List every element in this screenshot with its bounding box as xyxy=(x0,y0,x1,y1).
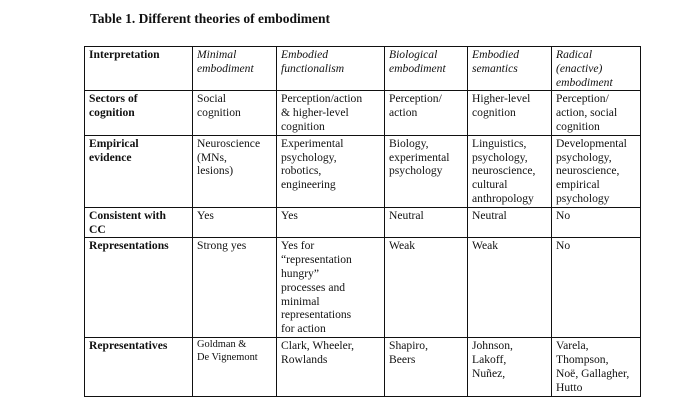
table-cell: Perception/ action, social cognition xyxy=(552,91,641,135)
table-cell: Weak xyxy=(385,238,468,338)
table-cell: Shapiro, Beers xyxy=(385,338,468,396)
table-cell: Johnson, Lakoff, Nuñez, xyxy=(468,338,552,396)
row-header-consistent: Consistent with CC xyxy=(85,207,193,238)
column-header-minimal: Minimal embodiment xyxy=(193,47,277,91)
row-header-sectors: Sectors of cognition xyxy=(85,91,193,135)
table-cell: Neutral xyxy=(468,207,552,238)
table-cell: No xyxy=(552,207,641,238)
table-cell: Neutral xyxy=(385,207,468,238)
column-header-semantics: Embodied semantics xyxy=(468,47,552,91)
table-cell: Linguistics, psychology, neuroscience, cultural anthropology xyxy=(468,135,552,207)
table-row xyxy=(85,207,641,238)
corner-header: Interpretation xyxy=(85,47,193,91)
table-cell: Weak xyxy=(468,238,552,338)
table-cell: Developmental psychology, neuroscience, empirical psychology xyxy=(552,135,641,207)
column-header-radical: Radical (enactive) embodiment xyxy=(552,47,641,91)
theories-table xyxy=(84,46,641,397)
column-header-biological: Biological embodiment xyxy=(385,47,468,91)
table-cell: Varela, Thompson, Noë, Gallagher, Hutto xyxy=(552,338,641,396)
table-header-row xyxy=(85,47,641,91)
table-cell: Perception/action & higher-level cognition xyxy=(277,91,385,135)
table-cell: Strong yes xyxy=(193,238,277,338)
table-cell: Social cognition xyxy=(193,91,277,135)
table-cell: Neuroscience (MNs, lesions) xyxy=(193,135,277,207)
table-row xyxy=(85,338,641,396)
table-cell: Goldman & De Vignemont xyxy=(193,338,277,396)
table-cell: Biology, experimental psychology xyxy=(385,135,468,207)
table-cell: Higher-level cognition xyxy=(468,91,552,135)
row-header-evidence: Empirical evidence xyxy=(85,135,193,207)
table-cell: No xyxy=(552,238,641,338)
table-cell: Yes for “representation hungry” processes and minimal representations for action xyxy=(277,238,385,338)
row-header-representatives: Representatives xyxy=(85,338,193,396)
table-cell: Yes xyxy=(193,207,277,238)
table-row xyxy=(85,91,641,135)
table-cell: Perception/ action xyxy=(385,91,468,135)
table-row xyxy=(85,135,641,207)
column-header-functionalism: Embodied functionalism xyxy=(277,47,385,91)
table-cell: Clark, Wheeler, Rowlands xyxy=(277,338,385,396)
table-cell: Experimental psychology, robotics, engineering xyxy=(277,135,385,207)
table-cell: Yes xyxy=(277,207,385,238)
table-caption: Table 1. Different theories of embodiment xyxy=(90,11,330,26)
table-row xyxy=(85,238,641,338)
row-header-representations: Representations xyxy=(85,238,193,338)
